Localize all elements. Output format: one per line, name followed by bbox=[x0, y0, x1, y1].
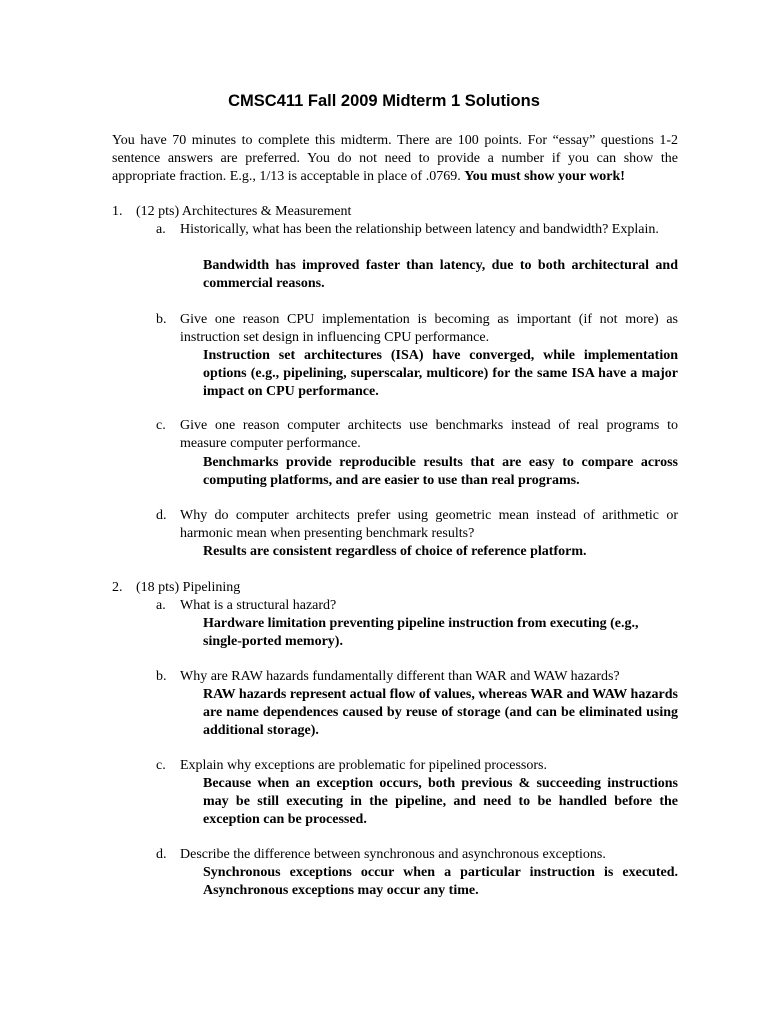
part-letter: c. bbox=[156, 418, 166, 433]
question-title: (12 pts) Architectures & Measurement bbox=[136, 204, 352, 219]
answer-1a: Bandwidth has improved faster than latency, due to both architectural and commercial reasons. bbox=[203, 258, 678, 291]
part-question: Why do computer architects prefer using geometric mean instead of arithmetic or harmonic mean when presenting benchmark results? bbox=[180, 508, 678, 541]
answer-1c: Benchmarks provide reproducible results that are easy to compare across computing platforms, and are easier to use than real programs. bbox=[203, 455, 678, 488]
question-1b bbox=[156, 311, 678, 347]
answer-2a: Hardware limitation preventing pipeline instruction from executing (e.g., single-ported memory). bbox=[203, 616, 639, 649]
part-question: What is a structural hazard? bbox=[180, 598, 337, 613]
answer-2d: Synchronous exceptions occur when a particular instruction is executed. Asynchronous exceptions may occur any time. bbox=[203, 865, 678, 898]
part-letter: d. bbox=[156, 847, 167, 862]
part-question: Historically, what has been the relationship between latency and bandwidth? Explain. bbox=[180, 222, 659, 237]
question-2b bbox=[156, 668, 678, 686]
part-letter: c. bbox=[156, 758, 166, 773]
answer-2c: Because when an exception occurs, both previous & succeeding instructions may be still executing in the pipeline, and need to be handled before the exception can be processed. bbox=[203, 776, 678, 827]
instructions-paragraph bbox=[112, 132, 678, 186]
answer-1b: Instruction set architectures (ISA) have converged, while implementation options (e.g., pipelining, superscalar, multicore) for the same ISA have a major impact on CPU performance. bbox=[203, 348, 678, 399]
part-question: Give one reason computer architects use benchmarks instead of real programs to measure computer performance. bbox=[180, 418, 678, 451]
question-2c bbox=[156, 757, 678, 775]
question-2d bbox=[156, 846, 678, 864]
part-letter: d. bbox=[156, 508, 167, 523]
question-1a bbox=[156, 221, 678, 239]
part-question: Give one reason CPU implementation is becoming as important (if not more) as instruction set design in influencing CPU performance. bbox=[180, 312, 678, 345]
part-question: Why are RAW hazards fundamentally different than WAR and WAW hazards? bbox=[180, 669, 620, 684]
question-number: 1. bbox=[112, 204, 123, 219]
question-1d bbox=[156, 507, 678, 543]
page-title: CMSC411 Fall 2009 Midterm 1 Solutions bbox=[228, 92, 540, 110]
part-letter: a. bbox=[156, 222, 166, 237]
answer-1d: Results are consistent regardless of choice of reference platform. bbox=[203, 544, 587, 559]
question-number: 2. bbox=[112, 580, 123, 595]
answer-2b: RAW hazards represent actual flow of values, whereas WAR and WAW hazards are name dependences caused by reuse of storage (and can be eliminated using additional storage). bbox=[203, 687, 678, 738]
question-1c bbox=[156, 417, 678, 453]
part-letter: b. bbox=[156, 312, 167, 327]
part-question: Explain why exceptions are problematic for pipelined processors. bbox=[180, 758, 547, 773]
question-2a bbox=[156, 597, 678, 615]
instructions-text: You have 70 minutes to complete this midterm. There are 100 points. For “essay” questions 1-2 sentence answers are preferred. You do not need to provide a number if you can show the appropriate fraction. E.g., 1/13 is acceptable in place of .0769. bbox=[112, 133, 678, 184]
question-title: (18 pts) Pipelining bbox=[136, 580, 241, 595]
instructions-emphasis: You must show your work! bbox=[464, 169, 625, 184]
part-letter: b. bbox=[156, 669, 167, 684]
part-question: Describe the difference between synchronous and asynchronous exceptions. bbox=[180, 847, 606, 862]
part-letter: a. bbox=[156, 598, 166, 613]
